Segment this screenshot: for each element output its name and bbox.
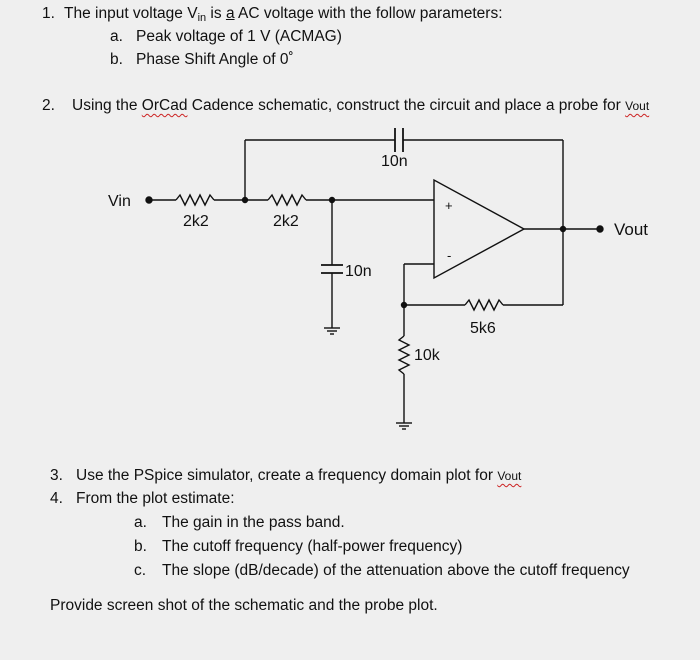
r-feedback-label: 5k6 [470,320,496,337]
q4c-text: The slope (dB/decade) of the attenuation above the cutoff frequency [162,562,630,579]
q1-text-before: The input voltage V [64,5,198,22]
q4b-line [134,538,462,556]
r-ground-label: 10k [414,347,440,364]
q1-subscript: in [197,12,207,24]
circuit-schematic [0,118,700,438]
c-feedback-label: 10n [381,153,408,170]
q1-text-after: AC voltage with the follow parameters: [234,5,503,22]
opamp-plus-label: + [445,198,453,213]
q4a-marker: a. [134,514,147,531]
q2-line [42,97,649,115]
ground-symbol-2 [396,423,412,429]
q3-number: 3. [50,467,63,484]
r2-label: 2k2 [273,213,299,230]
vin-label: Vin [108,193,131,210]
q1b-marker: b. [110,51,123,68]
q2-text-after: Cadence schematic, construct the circuit and place a probe for [187,97,626,114]
q1a-marker: a. [110,28,123,45]
q4-number: 4. [50,490,63,507]
r-ground-resistor [399,336,409,374]
r1-resistor [176,195,214,205]
q4b-marker: b. [134,538,147,555]
q1-underlined-word: a [225,5,235,22]
q4a-line [134,514,345,532]
q3-probe-label: Vout [497,469,522,483]
opamp-minus-label: - [447,248,452,263]
ground-symbol-1 [324,328,340,334]
q1b-text: Phase Shift Angle of 0˚ [136,51,294,68]
q2-orcad-word: OrCad [141,97,188,114]
q2-probe-label: Vout [625,99,650,113]
q1-text-mid: is [206,5,226,22]
r2-resistor [268,195,306,205]
q3-line [50,467,521,485]
q3-text: Use the PSpice simulator, create a frequency domain plot for [76,467,498,484]
c-ground-label: 10n [345,263,372,280]
q2-number: 2. [42,97,55,114]
q4b-text: The cutoff frequency (half-power frequency) [162,538,463,555]
q2-text-before: Using the [72,97,142,114]
r-feedback-resistor [465,300,503,310]
vout-label: Vout [614,220,649,239]
q1a-text: Peak voltage of 1 V (ACMAG) [136,28,342,45]
q1-line [42,5,503,23]
q4-line [50,490,235,508]
vout-terminal [597,226,603,232]
op-amp [434,180,524,278]
q1-number: 1. [42,5,55,22]
r1-label: 2k2 [183,213,209,230]
q4a-text: The gain in the pass band. [162,514,345,531]
footer-instruction: Provide screen shot of the schematic and the probe plot. [50,597,438,614]
q4c-line [134,562,630,580]
q1b-line [110,51,294,69]
q4c-marker: c. [134,562,147,579]
q4-text: From the plot estimate: [76,490,235,507]
q1a-line [110,28,342,46]
